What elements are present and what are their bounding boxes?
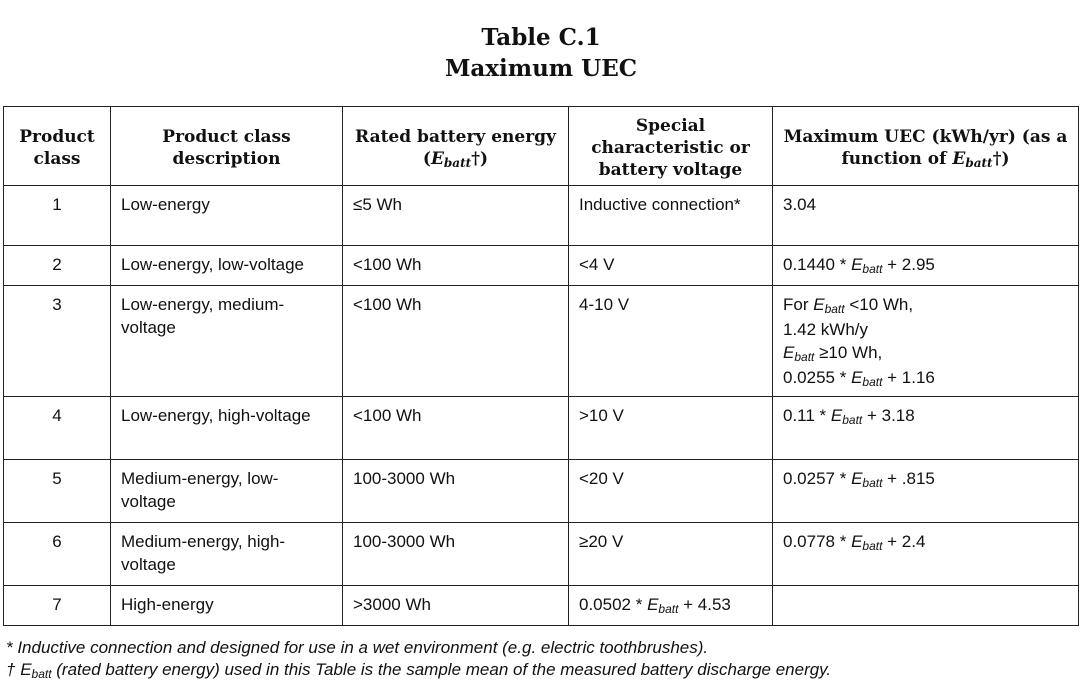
special-cell: ≥20 V: [569, 523, 773, 586]
special-cell: 0.0502 * Ebatt + 4.53: [569, 586, 773, 626]
table-row: [4, 186, 1079, 246]
energy-cell: >3000 Wh: [343, 586, 569, 626]
description-cell: High-energy: [111, 586, 343, 626]
description-cell: Low-energy, high-voltage: [111, 397, 343, 460]
product-class-cell: 2: [4, 246, 111, 286]
table-row: [4, 246, 1079, 286]
description-cell: Low-energy: [111, 186, 343, 246]
uec-cell: 0.11 * Ebatt + 3.18: [773, 397, 1079, 460]
energy-cell: 100-3000 Wh: [343, 460, 569, 523]
table-row: [4, 460, 1079, 523]
energy-cell: ≤5 Wh: [343, 186, 569, 246]
uec-cell: 0.0778 * Ebatt + 2.4: [773, 523, 1079, 586]
energy-cell: <100 Wh: [343, 286, 569, 397]
product-class-cell: 7: [4, 586, 111, 626]
uec-cell: 3.04: [773, 186, 1079, 246]
energy-cell: 100-3000 Wh: [343, 523, 569, 586]
table-title: Table C.1: [481, 24, 601, 51]
description-cell: Medium-energy, high-voltage: [111, 523, 343, 586]
header-max-uec: Maximum UEC (kWh/yr) (as a function of Ebatt†): [773, 107, 1079, 186]
table-row: [4, 586, 1079, 626]
header-row: [4, 107, 1079, 186]
footnote-dagger: † Ebatt (rated battery energy) used in this Table is the sample mean of the measured battery discharge energy.: [6, 660, 832, 681]
description-cell: Low-energy, medium-voltage: [111, 286, 343, 397]
table-row: [4, 286, 1079, 397]
header-description: Product class description: [111, 107, 343, 186]
description-cell: Low-energy, low-voltage: [111, 246, 343, 286]
table-row: [4, 523, 1079, 586]
product-class-cell: 6: [4, 523, 111, 586]
special-cell: Inductive connection*: [569, 186, 773, 246]
uec-table: [3, 106, 1079, 626]
uec-cell: 0.1440 * Ebatt + 2.95: [773, 246, 1079, 286]
uec-cell: 0.0257 * Ebatt + .815: [773, 460, 1079, 523]
header-special: Special characteristic or battery voltage: [569, 107, 773, 186]
energy-cell: <100 Wh: [343, 397, 569, 460]
footnote-star: * Inductive connection and designed for use in a wet environment (e.g. electric toothbrushes).: [6, 638, 709, 657]
special-cell: <4 V: [569, 246, 773, 286]
header-rated-energy-label: Rated battery energy: [355, 126, 556, 147]
uec-cell: For Ebatt <10 Wh, 1.42 kWh/y Ebatt ≥10 Wh, 0.0255 * Ebatt + 1.16: [773, 286, 1079, 397]
product-class-cell: 3: [4, 286, 111, 397]
product-class-cell: 1: [4, 186, 111, 246]
table-row: [4, 397, 1079, 460]
header-product-class: Product class: [4, 107, 111, 186]
product-class-cell: 4: [4, 397, 111, 460]
uec-cell: [773, 586, 1079, 626]
special-cell: <20 V: [569, 460, 773, 523]
energy-cell: <100 Wh: [343, 246, 569, 286]
header-rated-energy: Rated battery energy (Ebatt†): [343, 107, 569, 186]
table-subtitle: Maximum UEC: [444, 55, 638, 82]
description-cell: Medium-energy, low-voltage: [111, 460, 343, 523]
special-cell: >10 V: [569, 397, 773, 460]
special-cell: 4-10 V: [569, 286, 773, 397]
product-class-cell: 5: [4, 460, 111, 523]
